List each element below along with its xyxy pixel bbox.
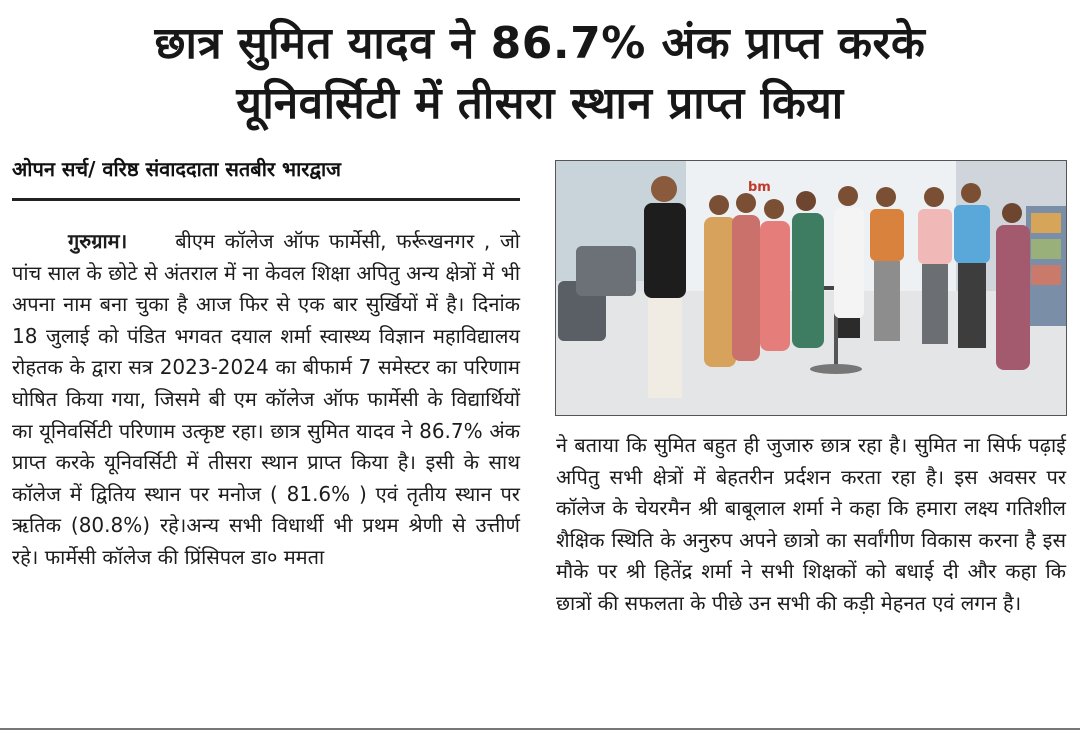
article-column-left: [12, 226, 520, 574]
byline: ओपन सर्च/ वरिष्ठ संवाददाता सतबीर भारद्वाज: [12, 157, 341, 181]
byline-divider: [12, 198, 520, 201]
article-body-left: बीएम कॉलेज ऑफ फार्मेसी, फर्रूखनगर , जो पांच साल के छोटे से अंतराल में ना केवल शिक्षा अपितु अन्य क्षेत्रों में भी अपना नाम बना चुका है आज फिर से एक बार सुर्खियों में है। दिनांक 18 जुलाई को पंडित भगवत दयाल शर्मा स्वास्थ्य विज्ञान महाविद्यालय रोहतक के द्वारा सत्र 2023-2024 का बीफार्म 7 समेस्टर का परिणाम घोषित किया गया, जिसमे बी एम कॉलेज ऑफ फार्मेसी के विद्यार्थियों का यूनिवर्सिटी परिणाम उत्कृष्ट रहा। छात्र सुमित यादव ने 86.7% अंक प्राप्त करके यूनिवर्सिटी में तीसरा स्थान प्राप्त किया है। इसी के साथ कॉलेज में द्वितिय स्थान पर मनोज ( 81.6% ) एवं तृतीय स्थान पर ऋतिक (80.8%) रहे।अन्य सभी विधार्थी भी प्रथम श्रेणी से उत्तीर्ण रहे। फार्मेसी कॉलेज की प्रिंसिपल डा० ममता: [12, 229, 520, 569]
headline-line-2: यूनिवर्सिटी में तीसरा स्थान प्राप्त किया: [236, 78, 844, 129]
news-photo: [555, 160, 1067, 416]
headline: [20, 14, 1060, 134]
page-bottom-divider: [0, 728, 1080, 730]
group-photo-image: [556, 161, 1066, 415]
article-column-right: [556, 430, 1066, 620]
dateline: गुरुग्राम।: [68, 229, 128, 253]
article-body-right: ने बताया कि सुमित बहुत ही जुजारु छात्र रहा है। सुमित ना सिर्फ पढ़ाई अपितु सभी क्षेत्रों में बेहतरीन प्रर्दशन करता रहा है। इस अवसर पर कॉलेज के चेयरमैन श्री बाबूलाल शर्मा ने कहा कि हमारा लक्ष्य गतिशील शैक्षिक स्थिति के अनुरुप अपने छात्रो का सर्वांगीण विकास करना है इस मौके पर श्री हितेंद्र शर्मा ने सभी शिक्षकों को बधाई दी और कहा कि छात्रों की सफलता के पीछे उन सभी की कड़ी मेहनत एवं लगन है।: [556, 433, 1066, 615]
headline-line-1: छात्र सुमित यादव ने 86.7% अंक प्राप्त करके: [154, 18, 926, 69]
college-logo-icon: bm: [748, 180, 771, 195]
